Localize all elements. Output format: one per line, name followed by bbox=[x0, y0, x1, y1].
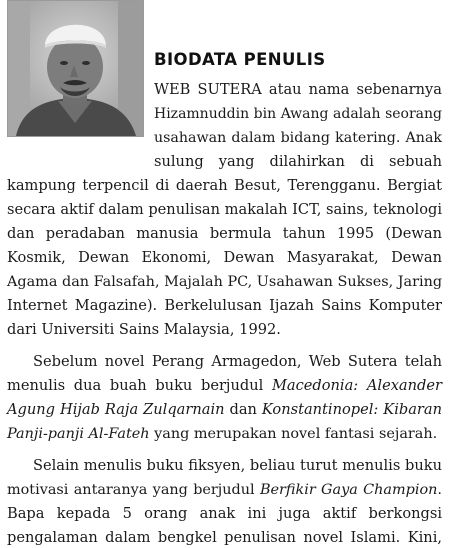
text-line: pengalaman dalam bengkel penulisan novel Islami. Kini, bbox=[7, 529, 442, 546]
text-line: secara aktif dalam penulisan makalah ICT, sains, teknologi bbox=[7, 201, 442, 218]
text-line: kampung terpencil di daerah Besut, Terengganu. Bergiat bbox=[7, 177, 442, 194]
text-run: menulis dua buah buku berjudul bbox=[7, 377, 264, 394]
book-title: Berfikir Gaya Champion bbox=[259, 482, 438, 498]
text-line bbox=[7, 424, 442, 444]
section-heading: BIODATA PENULIS bbox=[154, 50, 326, 69]
book-title: Konstantinopel: Kibaran bbox=[261, 401, 442, 418]
text-line: usahawan dalam bidang katering. Anak bbox=[154, 130, 442, 146]
book-title: Agung Hijab Raja Zulqarnain bbox=[7, 401, 225, 418]
text-line: dan peradaban manusia bermula tahun 1995 (Dewan bbox=[7, 225, 442, 242]
text-run: motivasi antaranya yang berjudul bbox=[7, 482, 260, 498]
text-line: sulung yang dilahirkan di sebuah bbox=[154, 153, 442, 170]
text-line: Selain menulis buku fiksyen, beliau turut menulis buku bbox=[33, 457, 442, 474]
text-run: . bbox=[437, 482, 442, 498]
text-line: Hizamnuddin bin Awang adalah seorang bbox=[154, 106, 442, 122]
author-photo bbox=[7, 0, 144, 137]
text-run: dan bbox=[224, 401, 262, 418]
book-title: Macedonia: Alexander bbox=[271, 377, 442, 394]
text-line bbox=[7, 376, 442, 396]
text-line: WEB SUTERA atau nama sebenarnya bbox=[154, 81, 442, 98]
text-line bbox=[7, 480, 442, 500]
text-line: Agama dan Falsafah, Majalah PC, Usahawan Sukses, Jaring bbox=[7, 274, 443, 290]
book-title: Panji-panji Al-Fateh bbox=[7, 426, 150, 442]
text-line bbox=[7, 400, 442, 420]
author-portrait-image bbox=[8, 1, 143, 136]
text-line: Bapa kepada 5 orang anak ini juga aktif berkongsi bbox=[7, 505, 442, 522]
text-run: yang merupakan novel fantasi sejarah. bbox=[149, 426, 438, 442]
text-line: Internet Magazine). Berkelulusan Ijazah Sains Komputer bbox=[7, 297, 442, 314]
text-line: dari Universiti Sains Malaysia, 1992. bbox=[7, 321, 281, 338]
text-line: Kosmik, Dewan Ekonomi, Dewan Masyarakat, Dewan bbox=[7, 249, 442, 266]
text-line: Sebelum novel Perang Armagedon, Web Sutera telah bbox=[33, 353, 442, 370]
